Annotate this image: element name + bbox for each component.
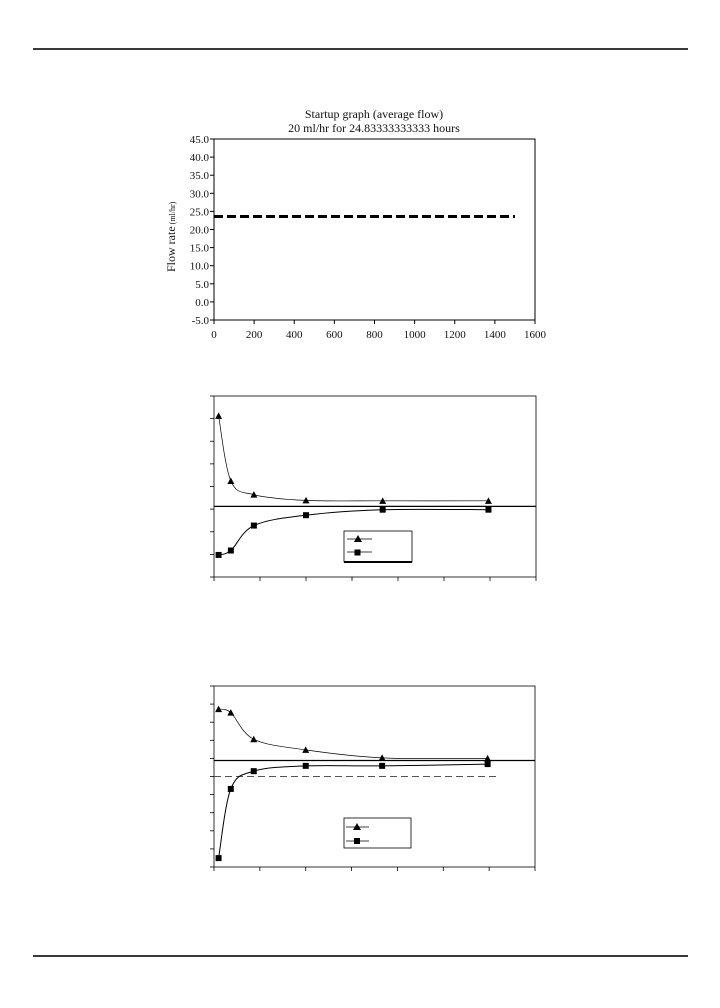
startup-flow-chart: [164, 107, 547, 341]
x-tick-label: 0: [211, 329, 217, 341]
x-tick-label: 1600: [524, 329, 546, 341]
convergence-chart-2: [210, 686, 535, 871]
y-tick-label: 20.0: [189, 224, 209, 237]
x-tick-label: 200: [245, 329, 263, 341]
legend: [344, 818, 411, 848]
legend: [344, 531, 412, 562]
x-tick-label: 600: [326, 329, 343, 341]
square-data-point: [485, 507, 491, 513]
upper-series-line: [219, 709, 488, 759]
y-tick-label: 30.0: [189, 188, 209, 201]
square-data-point: [485, 761, 491, 767]
square-data-point: [380, 507, 386, 513]
y-tick-label: 25.0: [189, 206, 209, 219]
triangle-data-point: [250, 736, 257, 743]
square-data-point: [251, 523, 257, 529]
chart-title: Startup graph (average flow): [304, 107, 444, 121]
y-tick-label: 35.0: [189, 170, 209, 183]
x-tick-label: 1400: [483, 329, 506, 341]
x-tick-label: 400: [286, 329, 303, 341]
legend-square-marker: [355, 550, 361, 556]
chart-subtitle: 20 ml/hr for 24.83333333333 hours: [288, 121, 460, 135]
square-data-point: [379, 763, 385, 769]
y-tick-label: -5.0: [191, 315, 209, 327]
plot-area-frame: [214, 139, 535, 320]
triangle-data-point: [215, 412, 222, 419]
square-data-point: [303, 512, 309, 518]
footer-rule: [33, 955, 688, 957]
legend-square-marker: [354, 838, 360, 844]
square-data-point: [251, 768, 257, 774]
y-tick-label: 45.0: [189, 134, 209, 146]
y-tick-label: 15.0: [189, 242, 209, 255]
convergence-chart-1: [210, 396, 536, 581]
y-axis-label-text: Flow rate: [164, 226, 178, 272]
y-tick-label: 5.0: [195, 278, 209, 291]
legend-box: [344, 531, 412, 562]
y-axis-label-unit: (ml/hr): [168, 201, 177, 225]
square-data-point: [228, 548, 234, 554]
y-axis-label: [164, 201, 178, 272]
x-tick-label: 1200: [443, 329, 466, 341]
triangle-data-point: [227, 709, 234, 716]
triangle-data-point: [227, 477, 234, 484]
upper-series-line: [219, 416, 489, 501]
y-tick-label: 0.0: [195, 296, 209, 309]
y-tick-label: 40.0: [189, 152, 209, 165]
triangle-data-point: [215, 706, 222, 713]
square-data-point: [303, 763, 309, 769]
y-tick-label: 10.0: [189, 260, 209, 273]
x-tick-label: 800: [366, 329, 383, 341]
square-data-point: [228, 786, 234, 792]
x-tick-label: 1000: [403, 329, 426, 341]
square-data-point: [216, 855, 222, 861]
square-data-point: [216, 552, 222, 558]
